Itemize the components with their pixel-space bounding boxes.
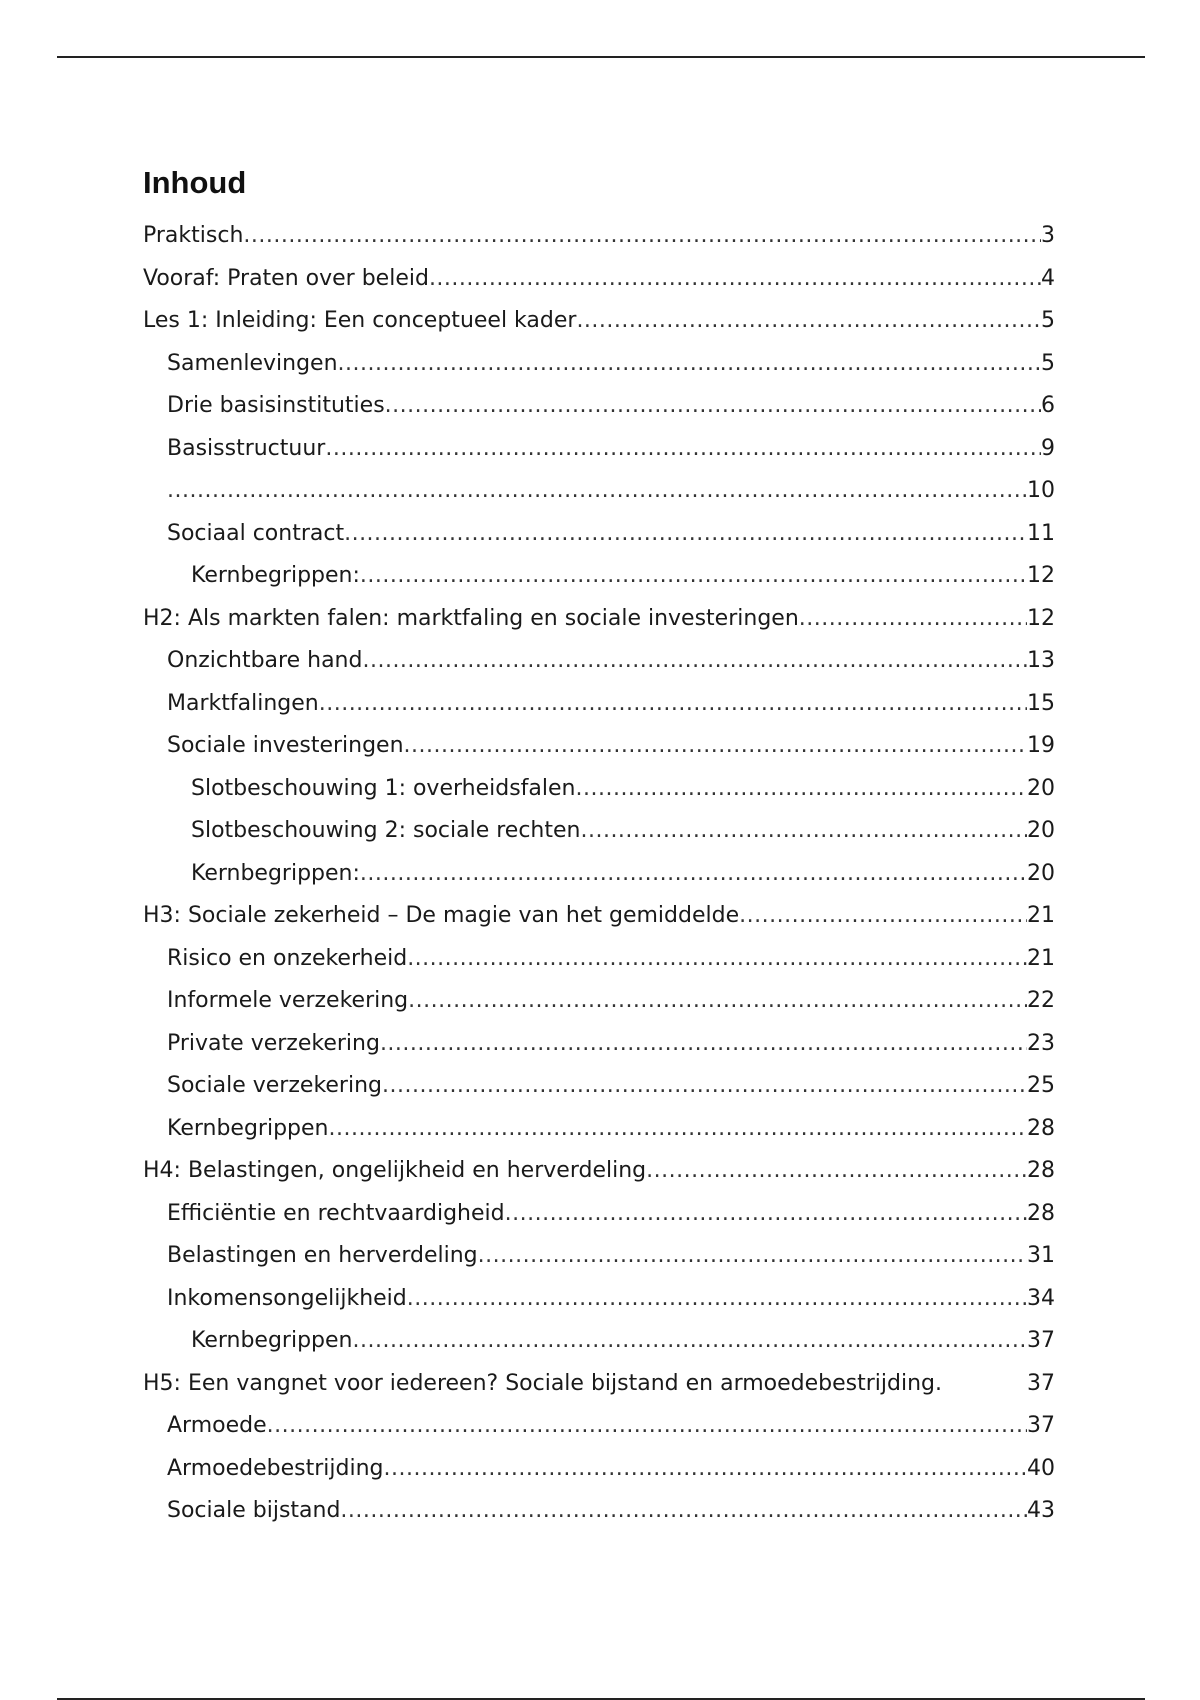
toc-entry-page-number: 37	[1027, 1413, 1055, 1438]
toc-entry[interactable]	[143, 1023, 1055, 1066]
toc-entry[interactable]	[143, 853, 1055, 896]
toc-entry-label: Onzichtbare hand	[167, 648, 363, 673]
toc-entry-label: Sociale bijstand	[167, 1498, 341, 1523]
toc-entry-label: Drie basisinstituties	[167, 393, 385, 418]
toc-dot-leader	[319, 683, 1027, 726]
toc-dot-leader	[383, 1448, 1027, 1491]
toc-entry-page-number: 5	[1041, 308, 1055, 333]
toc-entry[interactable]	[143, 1193, 1055, 1236]
toc-entry-label: Marktfalingen	[167, 690, 319, 716]
toc-dot-leader	[478, 1235, 1027, 1278]
toc-entry-label: Kernbegrippen:	[191, 563, 360, 588]
toc-entry-label: Private verzekering	[167, 1030, 380, 1056]
toc-entry-page-number: 25	[1027, 1073, 1055, 1098]
toc-dot-leader	[353, 1320, 1028, 1363]
toc-entry-label: Sociaal contract	[167, 520, 345, 546]
toc-entry[interactable]	[143, 343, 1055, 386]
toc-dot-leader	[408, 980, 1027, 1023]
toc-entry[interactable]	[143, 1235, 1055, 1278]
toc-entry[interactable]	[143, 1278, 1055, 1321]
table-of-contents	[143, 163, 1055, 1533]
toc-entry[interactable]	[143, 768, 1055, 811]
toc-entry-page-number: 21	[1027, 903, 1055, 928]
toc-entry-label: Armoedebestrijding	[167, 1455, 384, 1481]
toc-entry-page-number: 4	[1041, 265, 1055, 291]
toc-entry[interactable]	[143, 1320, 1055, 1363]
toc-entry[interactable]	[143, 640, 1055, 683]
toc-entry-label: Vooraf: Praten over beleid	[143, 265, 429, 291]
toc-entry-page-number: 43	[1027, 1498, 1055, 1523]
toc-dot-leader	[429, 258, 1041, 301]
toc-entry-page-number: 12	[1027, 563, 1055, 588]
toc-entry[interactable]	[143, 810, 1055, 853]
toc-entry[interactable]	[143, 555, 1055, 598]
toc-entry-label: Slotbeschouwing 2: sociale rechten	[191, 818, 581, 843]
toc-entry[interactable]	[143, 470, 1055, 513]
toc-dot-leader	[799, 598, 1027, 641]
toc-dot-leader	[267, 1405, 1027, 1448]
toc-dot-leader	[407, 938, 1027, 981]
toc-entry[interactable]	[143, 683, 1055, 726]
toc-entry-label: Sociale verzekering	[167, 1073, 382, 1098]
toc-entry-label: H4: Belastingen, ongelijkheid en herverdeling	[143, 1158, 647, 1183]
toc-entry-label: Informele verzekering	[167, 988, 409, 1013]
toc-entry[interactable]	[143, 980, 1055, 1023]
toc-entry-label: Armoede	[167, 1413, 267, 1438]
toc-entry-page-number: 3	[1041, 223, 1055, 248]
toc-entry[interactable]	[143, 513, 1055, 556]
toc-entry-label: Inkomensongelijkheid	[167, 1285, 407, 1311]
toc-entry-label: Kernbegrippen	[167, 1115, 329, 1141]
toc-entry-label: Les 1: Inleiding: Een conceptueel kader	[143, 308, 577, 333]
toc-dot-leader	[385, 385, 1041, 428]
toc-entry-page-number: 19	[1027, 733, 1055, 758]
toc-entry-page-number: 37	[1027, 1370, 1055, 1396]
toc-entry-page-number: 13	[1027, 648, 1055, 673]
toc-dot-leader	[646, 1150, 1027, 1193]
toc-entry[interactable]	[143, 938, 1055, 981]
toc-entry-label: Efficiëntie en rechtvaardigheid	[167, 1200, 505, 1226]
toc-entry-page-number: 28	[1027, 1158, 1055, 1183]
toc-entry[interactable]	[143, 1065, 1055, 1108]
toc-entry-label: Samenlevingen	[167, 350, 338, 376]
header-rule	[57, 56, 1145, 58]
toc-dot-leader	[407, 1278, 1027, 1321]
toc-dot-leader	[404, 725, 1027, 768]
toc-entry-page-number: 34	[1027, 1285, 1055, 1311]
toc-entry-page-number: 28	[1027, 1200, 1055, 1226]
toc-entry[interactable]	[143, 598, 1055, 641]
toc-entry-label: H5: Een vangnet voor iedereen? Sociale bijstand en armoedebestrijding.	[143, 1370, 942, 1396]
toc-dot-leader	[325, 428, 1041, 471]
toc-entry-page-number: 20	[1027, 860, 1055, 886]
toc-list	[143, 215, 1055, 1533]
toc-dot-leader	[167, 470, 1027, 513]
toc-entry[interactable]	[143, 215, 1055, 258]
toc-entry[interactable]	[143, 1108, 1055, 1151]
toc-entry-page-number: 28	[1027, 1115, 1055, 1141]
toc-entry-label: Slotbeschouwing 1: overheidsfalen	[191, 775, 576, 801]
toc-entry-page-number: 6	[1041, 393, 1055, 418]
toc-entry-label: Kernbegrippen:	[191, 860, 360, 886]
toc-dot-leader	[576, 300, 1041, 343]
toc-entry-label: H2: Als markten falen: marktfaling en sociale investeringen	[143, 605, 799, 631]
toc-dot-leader	[243, 215, 1041, 258]
toc-entry-page-number: 11	[1027, 520, 1055, 546]
toc-entry[interactable]	[143, 1448, 1055, 1491]
toc-dot-leader	[344, 513, 1027, 556]
toc-dot-leader	[338, 343, 1041, 386]
toc-entry-label: H3: Sociale zekerheid – De magie van het gemiddelde	[143, 903, 740, 928]
toc-entry-label: Praktisch	[143, 223, 244, 248]
toc-entry-label: Risico en onzekerheid	[167, 945, 408, 971]
toc-entry-page-number: 20	[1027, 775, 1055, 801]
toc-entry[interactable]	[143, 428, 1055, 471]
toc-entry[interactable]	[143, 1490, 1055, 1533]
toc-entry-page-number: 12	[1027, 605, 1055, 631]
toc-entry[interactable]	[143, 1363, 1055, 1406]
toc-entry-label: Belastingen en herverdeling	[167, 1243, 478, 1268]
toc-entry[interactable]	[143, 725, 1055, 768]
toc-dot-leader	[360, 555, 1027, 598]
toc-dot-leader	[360, 853, 1027, 896]
toc-entry-page-number: 31	[1027, 1243, 1055, 1268]
toc-entry-page-number: 9	[1041, 435, 1055, 461]
toc-entry[interactable]	[143, 1150, 1055, 1193]
toc-entry-page-number: 23	[1027, 1030, 1055, 1056]
toc-entry-page-number: 21	[1027, 945, 1055, 971]
toc-entry[interactable]	[143, 300, 1055, 343]
toc-entry-label: Kernbegrippen	[191, 1328, 353, 1353]
toc-entry-page-number: 15	[1027, 690, 1055, 716]
toc-entry-page-number: 22	[1027, 988, 1055, 1013]
toc-dot-leader	[380, 1023, 1027, 1066]
toc-entry-page-number: 20	[1027, 818, 1055, 843]
toc-dot-leader	[340, 1490, 1027, 1533]
toc-entry[interactable]	[143, 385, 1055, 428]
toc-entry-page-number: 37	[1027, 1328, 1055, 1353]
toc-dot-leader	[575, 768, 1027, 811]
toc-dot-leader	[580, 810, 1027, 853]
toc-title: Inhoud	[143, 165, 247, 200]
toc-entry-page-number: 5	[1041, 350, 1055, 376]
toc-dot-leader	[505, 1193, 1027, 1236]
toc-entry-page-number: 10	[1027, 478, 1055, 503]
toc-entry-label: Sociale investeringen	[167, 733, 404, 758]
toc-dot-leader	[382, 1065, 1027, 1108]
toc-dot-leader	[739, 895, 1027, 938]
toc-entry[interactable]	[143, 1405, 1055, 1448]
toc-entry-page-number: 40	[1027, 1455, 1055, 1481]
toc-dot-leader	[362, 640, 1027, 683]
toc-entry-label: Basisstructuur	[167, 435, 326, 461]
toc-entry[interactable]	[143, 895, 1055, 938]
toc-entry[interactable]	[143, 258, 1055, 301]
toc-dot-leader	[329, 1108, 1028, 1151]
